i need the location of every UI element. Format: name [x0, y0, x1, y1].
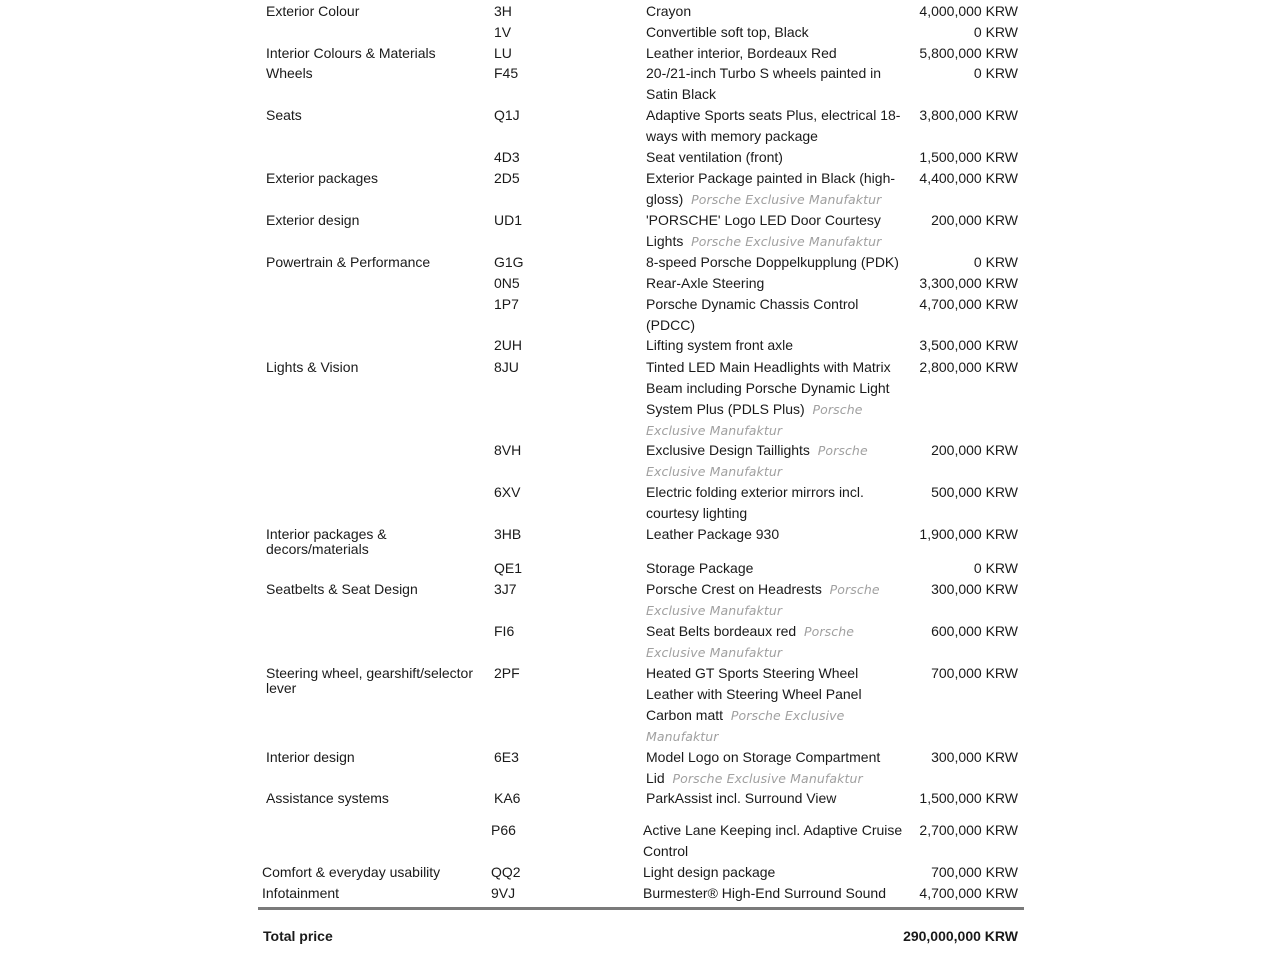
option-description [646, 579, 908, 621]
option-code: 4D3 [494, 149, 520, 165]
option-description [646, 482, 908, 524]
option-code: 1V [494, 24, 512, 40]
option-price: 700,000 KRW [931, 864, 1018, 880]
option-description-text: Active Lane Keeping incl. Adaptive Cruise Control [643, 822, 903, 859]
option-code: F45 [494, 65, 519, 81]
option-description [646, 621, 908, 663]
option-price: 300,000 KRW [931, 581, 1018, 597]
option-price: 2,700,000 KRW [919, 822, 1018, 838]
exclusive-manufaktur-tag: Porsche Exclusive Manufaktur [646, 582, 880, 618]
option-price: 4,700,000 KRW [919, 296, 1018, 312]
option-description [646, 210, 908, 252]
option-code: 2D5 [494, 170, 520, 186]
option-price: 3,300,000 KRW [919, 275, 1018, 291]
option-price: 200,000 KRW [931, 442, 1018, 458]
option-price: 0 KRW [973, 24, 1018, 40]
option-category: Powertrain & Performance [266, 254, 431, 270]
option-description [646, 168, 908, 210]
exclusive-manufaktur-tag: Porsche Exclusive Manufaktur [691, 192, 882, 207]
option-code: QE1 [494, 560, 523, 576]
option-code: 2PF [494, 665, 520, 681]
exclusive-manufaktur-tag: Porsche Exclusive Manufaktur [691, 234, 882, 249]
option-description [646, 147, 908, 168]
option-code: 8VH [494, 442, 522, 458]
option-code: QQ2 [491, 864, 521, 880]
option-price: 3,800,000 KRW [919, 107, 1018, 123]
option-code: 6E3 [494, 749, 519, 765]
option-description [646, 63, 908, 105]
option-category: Exterior design [266, 212, 360, 228]
option-code: 1P7 [494, 296, 519, 312]
option-price: 0 KRW [973, 254, 1018, 270]
option-description-text: Rear-Axle Steering [646, 275, 765, 291]
option-category: Steering wheel, gearshift/selector lever [266, 665, 473, 696]
option-price: 4,700,000 KRW [919, 885, 1018, 901]
option-description [646, 273, 908, 294]
exclusive-manufaktur-tag: Porsche Exclusive Manufaktur [646, 402, 863, 438]
option-price: 1,500,000 KRW [919, 790, 1018, 806]
option-description [646, 1, 908, 22]
option-description-text: Electric folding exterior mirrors incl. courtesy lighting [646, 484, 864, 521]
option-code: 6XV [494, 484, 521, 500]
option-category: Wheels [266, 65, 313, 81]
option-code: 0N5 [494, 275, 520, 291]
option-category: Interior packages & decors/materials [266, 526, 387, 557]
option-code: Q1J [494, 107, 520, 123]
option-code: LU [494, 45, 512, 61]
option-description-text: Porsche Crest on Headrests [646, 581, 822, 597]
option-price: 1,900,000 KRW [919, 526, 1018, 542]
option-category: Seats [266, 107, 302, 123]
option-category: Interior design [266, 749, 355, 765]
option-code: 3H [494, 3, 512, 19]
option-price: 500,000 KRW [931, 484, 1018, 500]
option-description [646, 663, 908, 747]
option-description [646, 252, 908, 273]
option-category: Assistance systems [266, 790, 389, 806]
option-price: 600,000 KRW [931, 623, 1018, 639]
option-price: 300,000 KRW [931, 749, 1018, 765]
option-description-text: Leather interior, Bordeaux Red [646, 45, 837, 61]
option-description [646, 335, 908, 356]
option-price: 2,800,000 KRW [919, 359, 1018, 375]
option-price: 700,000 KRW [931, 665, 1018, 681]
option-description [646, 105, 908, 147]
option-price: 3,500,000 KRW [919, 337, 1018, 353]
option-description-text: Adaptive Sports seats Plus, electrical 18-ways with memory package [646, 107, 901, 144]
option-category: Comfort & everyday usability [262, 864, 441, 880]
option-description [646, 43, 908, 64]
option-description-text: 8-speed Porsche Doppelkupplung (PDK) [646, 254, 899, 270]
exclusive-manufaktur-tag: Porsche Exclusive Manufaktur [672, 771, 863, 786]
option-description [646, 747, 908, 789]
option-description-text: 20-/21-inch Turbo S wheels painted in Satin Black [646, 65, 882, 102]
option-code: 8JU [494, 359, 519, 375]
option-description [646, 357, 908, 441]
option-description-text: Exclusive Design Taillights [646, 442, 810, 458]
exclusive-manufaktur-tag: Porsche Exclusive Manufaktur [646, 624, 855, 660]
option-description-text: Tinted LED Main Headlights with Matrix Beam including Porsche Dynamic Light System Plus (PDLS Plus) [646, 359, 891, 417]
total-price-value: 290,000,000 KRW [903, 928, 1018, 944]
option-price: 200,000 KRW [931, 212, 1018, 228]
option-code: G1G [494, 254, 524, 270]
option-description [646, 558, 908, 579]
option-description [646, 294, 908, 336]
option-category: Infotainment [262, 885, 340, 901]
option-code: 2UH [494, 337, 523, 353]
option-code: P66 [491, 822, 516, 838]
option-description-text: Burmester® High-End Surround Sound [643, 885, 886, 901]
option-price: 5,800,000 KRW [919, 45, 1018, 61]
option-code: UD1 [494, 212, 523, 228]
option-description [643, 883, 905, 904]
option-description-text: Storage Package [646, 560, 754, 576]
option-category: Interior Colours & Materials [266, 45, 436, 61]
option-description-text: Convertible soft top, Black [646, 24, 809, 40]
option-price: 0 KRW [973, 560, 1018, 576]
option-description-text: Lifting system front axle [646, 337, 794, 353]
option-price: 1,500,000 KRW [919, 149, 1018, 165]
option-category: Exterior Colour [266, 3, 360, 19]
option-description-text: Porsche Dynamic Chassis Control (PDCC) [646, 296, 859, 333]
option-description [646, 788, 908, 809]
option-description-text: Exterior Package painted in Black (high-gloss) [646, 170, 896, 207]
option-description-text: Crayon [646, 3, 692, 19]
option-description-text: Seat ventilation (front) [646, 149, 783, 165]
option-description [643, 820, 905, 862]
option-description-text: 'PORSCHE' Logo LED Door Courtesy Lights [646, 212, 881, 249]
option-category: Seatbelts & Seat Design [266, 581, 418, 597]
total-price-label: Total price [263, 928, 333, 944]
option-code: 3J7 [494, 581, 517, 597]
option-price: 4,400,000 KRW [919, 170, 1018, 186]
option-code: 3HB [494, 526, 522, 542]
option-description-text: Leather Package 930 [646, 526, 780, 542]
option-price: 4,000,000 KRW [919, 3, 1018, 19]
option-description-text: Seat Belts bordeaux red [646, 623, 797, 639]
option-description [646, 440, 908, 482]
option-description-text: Light design package [643, 864, 776, 880]
total-divider [258, 907, 1024, 910]
option-code: 9VJ [491, 885, 516, 901]
exclusive-manufaktur-tag: Porsche Exclusive Manufaktur [646, 708, 845, 744]
option-description [646, 524, 908, 545]
option-code: FI6 [494, 623, 515, 639]
option-category: Exterior packages [266, 170, 379, 186]
option-price: 0 KRW [973, 65, 1018, 81]
option-description-text: Heated GT Sports Steering Wheel Leather with Steering Wheel Panel Carbon matt [646, 665, 862, 723]
option-description [646, 22, 908, 43]
option-category: Lights & Vision [266, 359, 359, 375]
option-code: KA6 [494, 790, 521, 806]
exclusive-manufaktur-tag: Porsche Exclusive Manufaktur [646, 443, 868, 479]
option-description-text: ParkAssist incl. Surround View [646, 790, 837, 806]
option-description-text: Model Logo on Storage Compartment Lid [646, 749, 881, 786]
option-description [643, 862, 905, 883]
